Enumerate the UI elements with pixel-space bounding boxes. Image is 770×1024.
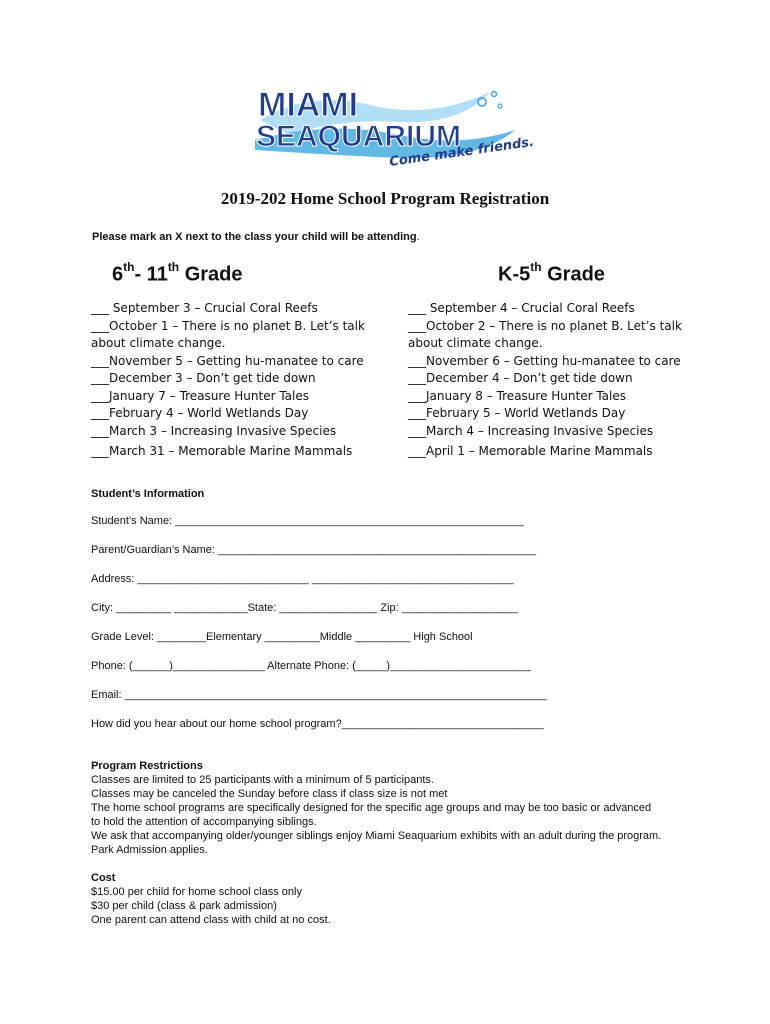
class-item[interactable]: ___February 5 – World Wetlands Day [408,406,626,420]
instruction-period: . [416,231,420,243]
address-field[interactable]: Address: ____________________________ _________________________________ [91,573,514,585]
restriction-line: Park Admission applies. [91,844,208,856]
class-item[interactable]: ___February 4 – World Wetlands Day [91,406,309,420]
instruction-text [92,231,420,243]
class-item[interactable]: ___November 5 – Getting hu-manatee to care [91,353,364,368]
instruction-main: Please mark an X next to the class your child will be attending [92,231,417,243]
class-item[interactable]: ___March 31 – Memorable Marine Mammals [91,444,353,458]
city-state-zip-field[interactable]: City: _________ ____________State: ________________ Zip: ___________________ [91,602,518,614]
class-item-continuation: about climate change. [408,336,543,350]
cost-line: One parent can attend class with child at no cost. [91,914,331,926]
student-info-heading: Student’s Information [91,488,205,500]
cost-heading: Cost [91,872,116,884]
restriction-line: Classes are limited to 25 participants with a minimum of 5 participants. [91,774,434,786]
phone-field[interactable]: Phone: (______)_______________ Alternate Phone: (_____)_______________________ [91,660,531,672]
student-name-field[interactable]: Student’s Name: _________________________________________________________ [91,515,524,527]
class-list-6-11 [91,300,391,461]
restriction-line: The home school programs are specifically designed for the specific age groups and may be too basic or advanced [91,802,652,814]
grade-left-sup2: th [167,260,180,274]
grade-left-sup1: th [123,260,135,274]
grade-right-prefix: K-5 [498,263,531,286]
class-item[interactable]: ___March 4 – Increasing Invasive Species [408,423,654,438]
grade-left-suffix: Grade [179,263,243,286]
class-item[interactable]: ___November 6 – Getting hu-manatee to care [408,353,681,368]
grade-heading-6-11 [112,262,243,287]
class-item[interactable]: ___ September 3 – Crucial Coral Reefs [91,301,318,315]
cost-line: $30 per child (class & park admission) [91,900,277,912]
cost-line: $15.00 per child for home school class only [91,886,302,898]
logo-tagline: Come make friends. [388,134,535,170]
class-item[interactable]: ___October 1 – There is no planet B. Let’s talk [91,318,365,333]
grade-right-suffix: Grade [541,263,605,286]
class-item[interactable]: ___December 4 – Don’t get tide down [408,371,633,385]
program-restrictions [91,759,711,857]
cost-section [91,871,711,927]
class-item[interactable]: ___ September 4 – Crucial Coral Reefs [408,301,635,315]
grade-level-field[interactable]: Grade Level: ________Elementary _________Middle _________ High School [91,631,473,643]
referral-source-field[interactable]: How did you hear about our home school program?_________________________________ [91,718,544,730]
class-item[interactable]: ___January 8 – Treasure Hunter Tales [408,388,627,403]
page-title: 2019-202 Home School Program Registration [220,189,550,208]
class-item-continuation: about climate change. [91,336,226,350]
email-field[interactable]: Email: _____________________________________________________________________ [91,689,547,701]
grade-left-prefix: 6 [112,263,124,286]
class-item[interactable]: ___March 3 – Increasing Invasive Species [91,423,337,438]
restriction-line: We ask that accompanying older/younger siblings enjoy Miami Seaquarium exhibits with an adult during the program. [91,830,662,842]
class-list-k-5 [408,300,708,461]
grade-right-sup1: th [530,260,542,274]
grade-heading-k-5 [498,262,605,287]
restrictions-heading: Program Restrictions [91,760,203,772]
logo-line1: MIAMI [258,86,359,124]
class-item[interactable]: ___April 1 – Memorable Marine Mammals [408,444,653,458]
class-item[interactable]: ___January 7 – Treasure Hunter Tales [91,388,310,403]
guardian-name-field[interactable]: Parent/Guardian’s Name: ____________________________________________________ [91,544,537,556]
miami-seaquarium-logo [250,80,535,180]
class-item[interactable]: ___December 3 – Don’t get tide down [91,371,316,385]
restriction-line: Classes may be canceled the Sunday before class if class size is not met [91,788,448,800]
logo-line2: SEAQUARIUM [256,120,462,153]
restriction-line: to hold the attention of accompanying siblings. [91,816,317,828]
grade-left-middle: - 11 [134,263,168,286]
class-item[interactable]: ___October 2 – There is no planet B. Let’s talk [408,318,682,333]
